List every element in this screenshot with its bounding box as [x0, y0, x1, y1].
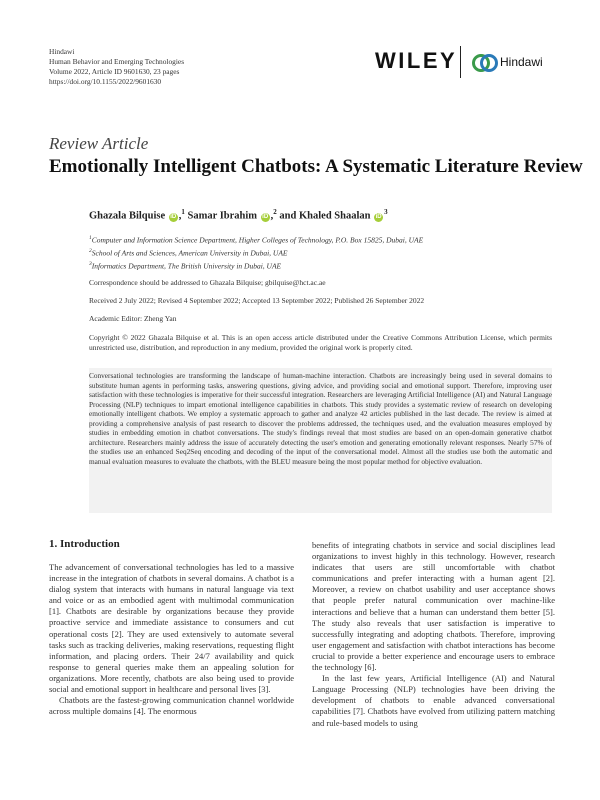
paragraph: Chatbots are the fastest-growing communication channel worldwide across multiple domains [4]. The enormous — [49, 695, 294, 717]
orcid-icon[interactable]: iD — [262, 213, 269, 220]
paragraph: benefits of integrating chatbots in service and social disciplines lead organizations to invest highly in this technology. However, research indicates that users are still uncomfortable with chatbot communications and prefer interacting with a human agent [2]. Moreover, a review on chatbot usability and user acceptance shows that people prefer natural communication over machine-like interactions and believe that a human can understand them better [5]. The study also reveals that user satisfaction is imperative to successfully integrating and adopting chatbots. Therefore, improving user engagement and satisfaction with chatbot interactions has become crucial to provide a better experience and encourage users to embrace the technology [6]. — [312, 540, 555, 673]
hindawi-logo-icon — [471, 49, 499, 77]
paper-title: Emotionally Intelligent Chatbots: A Systematic Literature Review — [49, 156, 583, 177]
abstract: Conversational technologies are transforming the landscape of human-machine interaction. Chatbots are increasingly being used in several domains to substitute human agents in performing tasks, answering questions, giving advice, and providing social and emotional support. Therefore, improving user satisfaction with these technologies is imperative for their successful integration. Researchers are leveraging Artificial Intelligence (AI) and Natural Language Processing (NLP) techniques to impart emotional intelligence capabilities in chatbots. This study provides a systematic review of research on developing emotionally intelligent chatbots. We employ a systematic approach to gather and analyze 42 articles published in the last decade. The review is aimed at providing a comprehensive analysis of past research to discover the problems addressed, the techniques used, and the evaluation measures employed by studies in embedding emotion in chatbot conversations. The study's findings reveal that most studies are based on an open-domain generative chatbot architecture. Researchers mainly address the issue of accurately detecting the user's emotion and generating emotionally relevant responses. Nearly 57% of the studies use an enhanced Seq2Seq encoding and decoding of the input of the conversational model. Almost all the studies use both the automatic and manual evaluation measures to evaluate the chatbots, with the BLEU measure being the most popular method for objective evaluation. — [89, 371, 552, 466]
wiley-logo: WILEY — [375, 48, 458, 73]
author-affil-sup: 3 — [384, 208, 388, 216]
journal-meta — [49, 47, 184, 87]
paragraph: The advancement of conversational technologies has led to a massive increase in the integration of chatbots in several domains. A chatbot is a dialog system that interacts with humans in natural language via text and voice or as an embodied agent with multimodal communication [1]. Chatbots are desirable by organizations because they provide proactive service and immediate assistance to consumers and cut operational costs [2]. They are used extensively to automate several tasks such as tracking deliveries, making reservations, requesting flight information, and placing orders. Their 24/7 availability and quick response to general queries make them an appealing solution for organizations. More recently, chatbots are also being used to provide social and emotional support in healthcare and personal lives [3]. — [49, 562, 294, 695]
body-column-right — [312, 540, 555, 729]
copyright-notice: Copyright © 2022 Ghazala Bilquise et al. This is an open access article distributed under the Creative Commons Attribution License, which permits unrestricted use, distribution, and reproduction in any medium, provided the original work is properly cited. — [89, 333, 552, 352]
affiliation: $^3$Informatics Department, The British University in Dubai, UAE — [89, 261, 282, 271]
volume-info: Volume 2022, Article ID 9601630, 23 pages — [49, 67, 180, 76]
hindawi-logo-text: Hindawi — [500, 55, 543, 69]
logo-divider — [460, 46, 461, 78]
doi-link[interactable]: https://doi.org/10.1155/2022/9601630 — [49, 77, 162, 86]
publication-dates: Received 2 July 2022; Revised 4 September 2022; Accepted 13 September 2022; Published 26 September 2022 — [89, 296, 425, 305]
paragraph: In the last few years, Artificial Intelligence (AI) and Natural Language Processing (NLP) technologies have been driving the development of chatbots to enable advanced conversational capabilities [7]. Chatbots have evolved from utilizing pattern matching and rule-based models to using — [312, 673, 555, 728]
correspondence: Correspondence should be addressed to Ghazala Bilquise; gbilquise@hct.ac.ae — [89, 278, 326, 287]
article-type: Review Article — [49, 134, 149, 153]
author-joiner: and — [279, 210, 297, 222]
author-affil-sup: 1 — [181, 208, 185, 216]
author-name: Khaled Shaalan — [298, 210, 371, 222]
author-name: Ghazala Bilquise — [89, 210, 166, 222]
orcid-icon[interactable]: iD — [375, 213, 382, 220]
academic-editor: Academic Editor: Zheng Yan — [89, 314, 177, 323]
author-affil-sup: 2 — [273, 208, 277, 216]
section-heading: 1. Introduction — [49, 538, 120, 550]
affiliation: $^1$Computer and Information Science Department, Higher Colleges of Technology, P.O. Box 15825, Dubai, UAE — [89, 235, 424, 245]
orcid-icon[interactable]: iD — [170, 213, 177, 220]
author-name: Samar Ibrahim — [187, 210, 258, 222]
publisher-name: Hindawi — [49, 47, 75, 56]
body-column-left — [49, 562, 294, 717]
affiliation: $^2$School of Arts and Sciences, American University in Dubai, UAE — [89, 248, 288, 258]
journal-name: Human Behavior and Emerging Technologies — [49, 57, 185, 66]
author-list: Ghazala Bilquise iD ,$^1$ Samar Ibrahim iD ,$^2$ and Khaled Shaalan $iD^3$ — [89, 208, 388, 222]
affiliations — [89, 233, 423, 272]
